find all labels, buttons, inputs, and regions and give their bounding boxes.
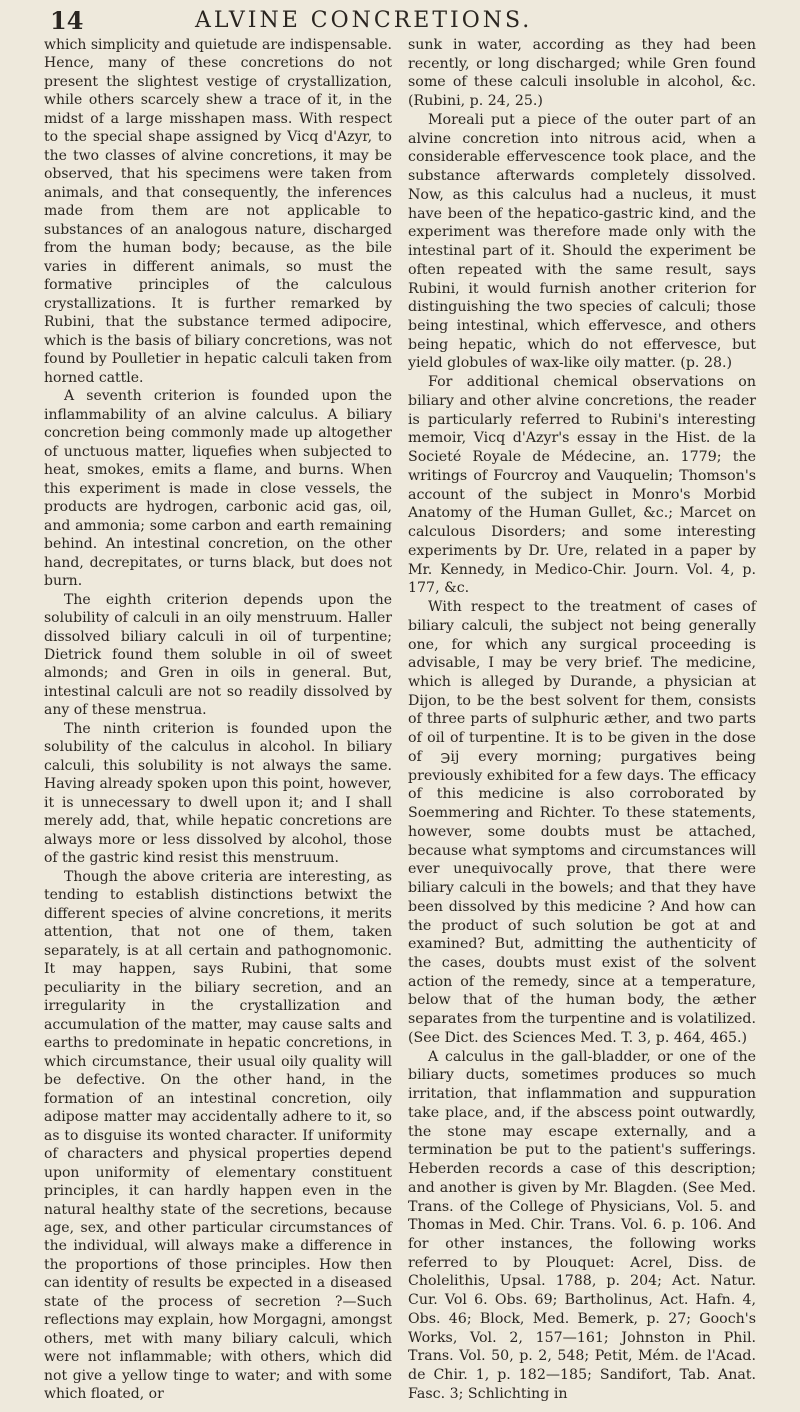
paragraph: The eighth criterion depends upon the solubility of calculi in an oily menstruum. Haller dissolved biliary calculi in oil of turpentine; Dietrick found them soluble in oil of sweet almonds; and Gren in oils in general. But, intestinal calculi are not so readily dissolved by any of these menstrua. <box>44 591 392 719</box>
paragraph: Though the above criteria are interesting, as tending to establish distinctions betwixt the different species of alvine concretions, it merits attention, that not one of them, taken separately, is at all certain and pathognomonic. It may happen, says Rubini, that some peculiarity in the biliary secretion, and an irregularity in the crystallization and accumulation of the matter, may cause salts and earths to predominate in hepatic concretions, in which circumstance, their usual oily quality will be defective. On the other hand, in the formation of an intestinal concretion, oily adipose matter may accidentally adhere to it, so as to disguise its wonted character. If uniformity of characters and physical properties depend upon uniformity of elementary constituent principles, it can hardly happen even in the natural healthy state of the secretions, because age, sex, and other particular circumstances of the individual, will always make a difference in the proportions of those principles. How then can identity of results be expected in a diseased state of the process of secretion ?—Such reflections may explain, how Morgagni, amongst others, met with many biliary calculi, which were not inflammable; with others, which did not give a yellow tinge to water; and with some which floated, or <box>44 868 392 1403</box>
page-number: 14 <box>50 6 84 35</box>
paragraph: A seventh criterion is founded upon the inflammability of an alvine calculus. A biliary concretion being commonly made up altogether of unctuous matter, liquefies when subjected to heat, smokes, emits a flame, and burns. When this experiment is made in close vessels, the products are hydrogen, carbonic acid gas, oil, and ammonia; some carbon and earth remaining behind. An intestinal concretion, on the other hand, decrepitates, or turns black, but does not burn. <box>44 388 392 590</box>
paragraph: sunk in water, according as they had been recently, or long discharged; while Gren found some of these calculi insoluble in alcohol, &c. (Rubini, p. 24, 25.) <box>408 37 756 110</box>
paragraph: A calculus in the gall-bladder, or one of the biliary ducts, sometimes produces so much irritation, that inflammation and suppuration take place, and, if the abscess point outwardly, the stone may escape externally, and a termination be put to the patient's sufferings. Heberden records a case of this description; and another is given by Mr. Blagden. (See Med. Trans. of the College of Physicians, Vol. 5. and Thomas in Med. Chir. Trans. Vol. 6. p. 106. And for other instances, the following works referred to by Plouquet: Acrel, Diss. de Cholelithis, Upsal. 1788, p. 204; Act. Natur. Cur. Vol 6. Obs. 69; Bartholinus, Act. Hafn. 4, Obs. 46; Block, Med. Bemerk, p. 27; Gooch's Works, Vol. 2, 157—161; Johnston in Phil. Trans. Vol. 50, p. 2, 548; Petit, Mém. de l'Acad. de Chir. 1, p. 182—185; Sandifort, Tab. Anat. Fasc. 3; Schlichting in <box>408 1048 756 1402</box>
left-column <box>44 36 392 1404</box>
paragraph: The ninth criterion is founded upon the solubility of the calculus in alcohol. In biliary calculi, this solubility is not always the same. Having already spoken upon this point, however, it is unnecessary to dwell upon it; and I shall merely add, that, while hepatic concretions are always more or less dissolved by alcohol, those of the gastric kind resist this menstruum. <box>44 720 392 867</box>
paragraph: For additional chemical observations on biliary and other alvine concretions, the reader is particularly referred to Rubini's interesting memoir, Vicq d'Azyr's essay in the Hist. de la Societé Royale de Médecine, an. 1779; the writings of Fourcroy and Vauquelin; Thomson's account of the subject in Monro's Morbid Anatomy of the Human Gullet, &c.; Marcet on calculous Disorders; and some interesting experiments by Dr. Ure, related in a paper by Mr. Kennedy, in Medico-Chir. Journ. Vol. 4, p. 177, &c. <box>408 374 756 597</box>
paragraph: which simplicity and quietude are indispensable. Hence, many of these concretions do not present the slightest vestige of crystallization, while others scarcely shew a trace of it, in the midst of a large misshapen mass. With respect to the special shape assigned by Vicq d'Azyr, to the two classes of alvine concretions, it may be observed, that his specimens were taken from animals, and that consequently, the inferences made from them are not applicable to substances of an analogous nature, discharged from the human body; because, as the bile varies in different animals, so must the formative principles of the calculous crystallizations. It is further remarked by Rubini, that the substance termed adipocire, which is the basis of biliary concretions, was not found by Poulletier in hepatic calculi taken from horned cattle. <box>44 37 392 386</box>
right-column <box>408 36 756 1404</box>
paragraph: With respect to the treatment of cases of biliary calculi, the subject not being generally one, for which any surgical proceeding is advisable, I may be very brief. The medicine, which is alleged by Durande, a physician at Dijon, to be the best solvent for them, consists of three parts of sulphuric æther, and two parts of oil of turpentine. It is to be given in the dose of ℈ij every morning; purgatives being previously exhibited for a few days. The efficacy of this medicine is also corroborated by Soemmering and Richter. To these statements, however, some doubts must be attached, because what symptoms and circumstances will ever unequivocally prove, that there were biliary calculi in the bowels; and that they have been dissolved by this medicine ? And how can the product of such solution be got at and examined? But, admitting the authenticity of the cases, doubts must exist of the solvent action of the remedy, since at a temperature, below that of the human body, the æther separates from the turpentine and is volatilized. (See Dict. des Sciences Med. T. 3, p. 464, 465.) <box>408 599 756 1046</box>
running-title: ALVINE CONCRETIONS. <box>195 8 533 33</box>
paragraph: Moreali put a piece of the outer part of an alvine concretion into nitrous acid, when a considerable effervescence took place, and the substance afterwards completely dissolved. Now, as this calculus had a nucleus, it must have been of the hepatico-gastric kind, and the experiment was therefore made only with the intestinal part of it. Should the experiment be often repeated with the same result, says Rubini, it would furnish another criterion for distinguishing the two species of calculi; those being intestinal, which effervesce, and others being hepatic, which do not effervesce, but yield globules of wax-like oily matter. (p. 28.) <box>408 111 756 372</box>
